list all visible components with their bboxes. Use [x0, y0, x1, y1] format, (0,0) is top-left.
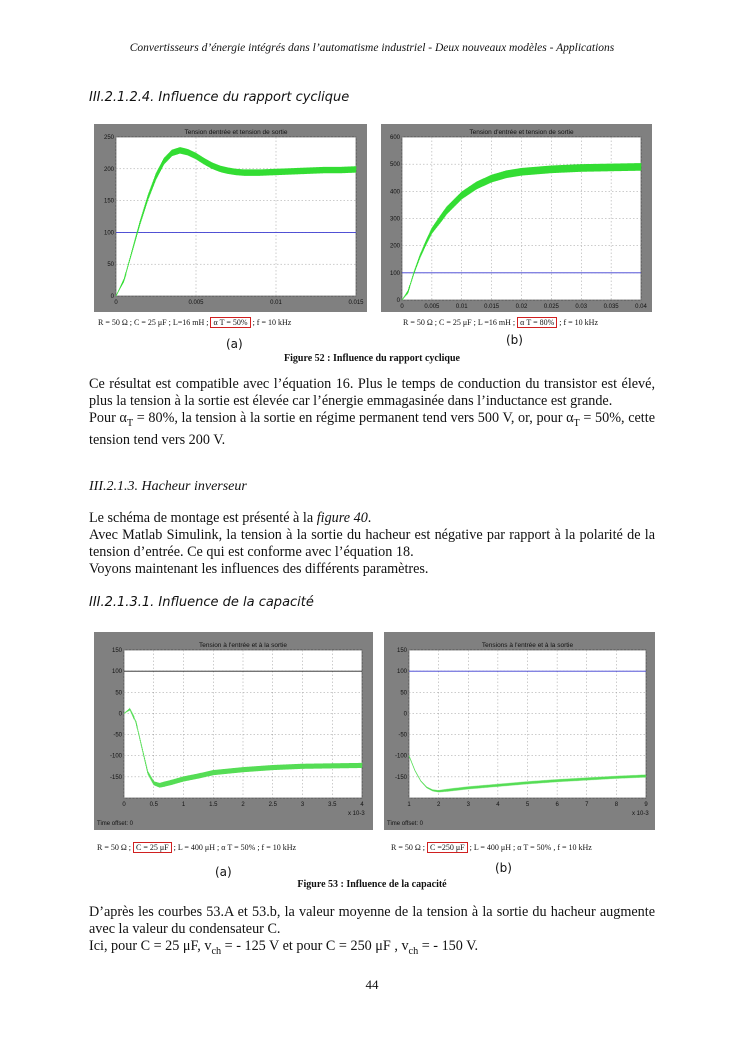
y-tick-label: 0 — [396, 298, 400, 304]
fig53a-params-post: ; L = 400 μH ; α T = 50% ; f = 10 kHz — [173, 843, 297, 852]
x-tick-label: 2 — [436, 802, 441, 808]
y-tick-label: 500 — [389, 162, 400, 169]
fig53a-params-highlight: C = 25 μF — [133, 842, 172, 853]
y-tick-label: 50 — [115, 690, 122, 697]
x-tick-label: 8 — [614, 802, 619, 808]
x-tick-label: 0 — [400, 304, 404, 310]
y-tick-label: -50 — [113, 732, 122, 739]
y-tick-label: 0 — [403, 711, 407, 718]
section-title-duty-cycle: III.2.1.2.4. Influence du rapport cyclique — [89, 90, 350, 105]
paragraph-capacitance — [89, 904, 655, 960]
figure-53a-parameters — [97, 843, 296, 852]
x-tick-label: 3.5 — [328, 802, 337, 808]
y-tick-label: -50 — [398, 732, 407, 739]
x-tick-label: 0.005 — [424, 304, 440, 310]
y-tick-label: 100 — [396, 669, 407, 676]
x-tick-label: 0.04 — [635, 304, 647, 310]
x-tick-label: 0.025 — [543, 304, 559, 310]
figure-53a-plot — [94, 632, 373, 830]
fig53b-params-highlight: C =250 μF — [427, 842, 468, 853]
x-tick-label: 1.5 — [209, 802, 218, 808]
x-tick-label: 0.5 — [149, 802, 158, 808]
fig52b-params-pre: R = 50 Ω ; C = 25 μF ; L =16 mH ; — [403, 318, 516, 327]
x-tick-label: 3 — [466, 802, 470, 808]
figure-53b-plot — [384, 632, 655, 830]
x-tick-label: 0.035 — [603, 304, 619, 310]
figure-52b-plot — [381, 124, 652, 312]
figure-52b-label: (b) — [506, 333, 523, 347]
x-tick-label: 0.01 — [455, 304, 468, 310]
chart-title: Tension à l'entrée et à la sortie — [199, 642, 287, 649]
fig52b-params-highlight: α T = 80% — [517, 317, 557, 328]
figure-52-caption: Figure 52 : Influence du rapport cyclique — [284, 353, 460, 364]
y-tick-label: 150 — [111, 648, 122, 654]
figure-52a-parameters — [98, 318, 291, 327]
fig52a-params-post: ; f = 10 kHz — [252, 318, 292, 327]
x-tick-label: 0.005 — [188, 300, 204, 306]
running-header: Convertisseurs d’énergie intégrés dans l’automatisme industriel - Deux nouveaux modèles - Applications — [129, 42, 615, 54]
y-tick-label: -100 — [394, 753, 407, 760]
chart-title: Tension d'entrée et tension de sortie — [469, 129, 574, 136]
x-tick-label: 0.015 — [348, 300, 364, 306]
paragraph-duty-cycle-1: Ce résultat est compatible avec l’équation 16. Plus le temps de conduction du transistor est élevé, plus la tension à la sortie est élevée car l’énergie emmagasinée dans l’inductance est grande. — [89, 376, 655, 409]
x-tick-label: 5 — [525, 802, 530, 808]
y-tick-label: 150 — [396, 648, 407, 654]
x-tick-label: 4 — [496, 802, 500, 808]
x-tick-label: 1 — [407, 802, 411, 808]
fig53b-params-post: ; L = 400 μH ; α T = 50% , f = 10 kHz — [469, 843, 592, 852]
figure-53-caption: Figure 53 : Influence de la capacité — [297, 879, 447, 890]
x-tick-label: 1 — [181, 802, 186, 808]
y-tick-label: 0 — [118, 711, 122, 718]
x-tick-label: 6 — [555, 802, 559, 808]
x-tick-label: 3 — [300, 802, 305, 808]
x-tick-label: 0.03 — [575, 304, 588, 310]
figure-53b-parameters — [391, 843, 592, 852]
paragraph-duty-cycle-2: Pour $\alpha_T = 80\%$, la tension à la sortie en régime permanent tend vers 500 V, or, pour $\alpha_T = 50\%$, cette tension tend vers 200 V. — [89, 410, 655, 448]
time-offset-label: Time offset: 0 — [387, 821, 424, 827]
x-tick-label: 9 — [644, 802, 648, 808]
paragraph-inverter-2: Avec Matlab Simulink, la tension à la sortie du hacheur est négative par rapport à la polarité de la tension d’entrée. Ce qui est conforme avec l’équation 18. — [89, 527, 655, 560]
paragraph-inverter-3: Voyons maintenant les influences des différents paramètres. — [89, 561, 429, 577]
x-tick-label: 0 — [122, 802, 126, 808]
y-tick-label: 200 — [389, 243, 400, 250]
figure-52b-chart — [381, 124, 652, 312]
y-tick-label: 200 — [103, 166, 114, 173]
figure-52a-plot — [94, 124, 367, 312]
page-number: 44 — [365, 977, 379, 992]
figure-53b-label: (b) — [495, 861, 512, 875]
x-tick-label: 0.015 — [484, 304, 500, 310]
section-title-capacitance: III.2.1.3.1. Influence de la capacité — [89, 595, 314, 610]
time-offset-label: Time offset: 0 — [97, 821, 134, 827]
chart-title: Tensions à l'entrée et à la sortie — [481, 642, 574, 649]
paragraph-capacitance-1: D’après les courbes 53.A et 53.b, la valeur moyenne de la tension à la sortie du hacheur augmente avec la valeur du condensateur C. — [89, 904, 655, 937]
x-axis-exponent: x 10-3 — [632, 811, 649, 817]
fig52a-params-pre: R = 50 Ω ; C = 25 μF ; L=16 mH ; — [98, 318, 209, 327]
x-tick-label: 0 — [114, 300, 118, 306]
figure-52b-parameters — [403, 318, 598, 327]
section-title-inverter: III.2.1.3. Hacheur inverseur — [89, 479, 247, 494]
x-tick-label: 2.5 — [268, 802, 277, 808]
fig52a-params-highlight: α T = 50% — [210, 317, 250, 328]
y-tick-label: 250 — [103, 135, 114, 141]
paragraph-inverter-1: Le schéma de montage est présenté à la figure 40. — [89, 510, 372, 526]
chart-title: Tension dentrée et tension de sortie — [184, 129, 288, 136]
y-tick-label: 300 — [389, 216, 400, 223]
x-tick-label: 7 — [585, 802, 589, 808]
y-tick-label: 100 — [111, 669, 122, 676]
y-tick-label: 0 — [110, 294, 114, 300]
y-tick-label: 100 — [103, 230, 114, 237]
x-tick-label: 4 — [360, 802, 364, 808]
y-tick-label: 50 — [107, 262, 114, 269]
figure-52a-chart — [94, 124, 367, 312]
figure-53a-chart — [94, 632, 373, 830]
y-tick-label: 400 — [389, 189, 400, 196]
paragraph-inverter — [89, 510, 655, 578]
y-tick-label: -150 — [109, 774, 122, 781]
paragraph-duty-cycle — [89, 376, 655, 449]
x-tick-label: 0.01 — [270, 300, 282, 306]
y-tick-label: -100 — [109, 753, 122, 760]
figure-53a-label: (a) — [215, 865, 232, 879]
y-tick-label: 50 — [400, 690, 407, 697]
figure-53b-chart — [384, 632, 655, 830]
x-tick-label: 2 — [241, 802, 245, 808]
y-tick-label: 100 — [389, 270, 400, 277]
fig53a-params-pre: R = 50 Ω ; — [97, 843, 132, 852]
y-tick-label: 600 — [389, 135, 400, 141]
plot-area — [116, 137, 356, 296]
figure-52a-label: (a) — [226, 337, 243, 351]
fig53b-params-pre: R = 50 Ω ; — [391, 843, 426, 852]
x-axis-exponent: x 10-3 — [348, 811, 365, 817]
y-tick-label: -150 — [394, 774, 407, 781]
x-tick-label: 0.02 — [515, 304, 528, 310]
fig52b-params-post: ; f = 10 kHz — [559, 318, 598, 327]
y-tick-label: 150 — [103, 198, 114, 205]
paragraph-capacitance-2: Ici, pour C = 25 μF, $v_{ch}$ = - 125 V et pour C = 250 μF , $v_{ch}$ = - 150 V. — [89, 938, 479, 957]
